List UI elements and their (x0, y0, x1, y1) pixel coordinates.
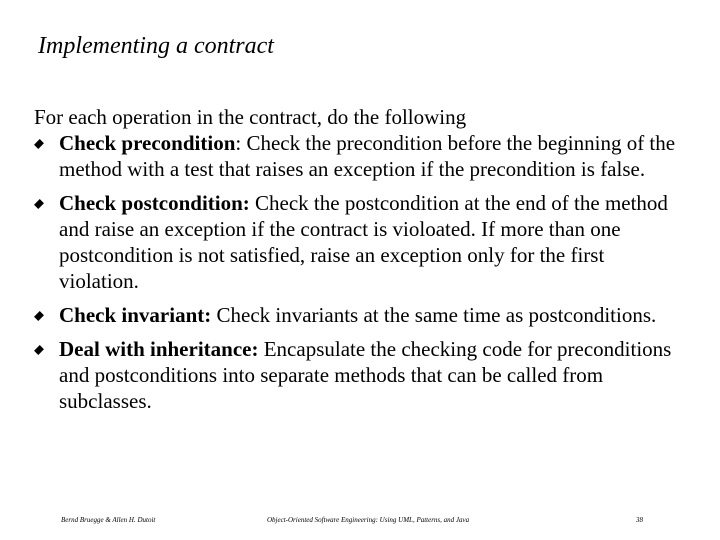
bullet-lead: Check precondition (59, 131, 236, 155)
bullet-list (34, 130, 684, 414)
diamond-bullet-icon (34, 199, 44, 209)
diamond-bullet-icon (34, 311, 44, 321)
footer-book-title: Object-Oriented Software Engineering: Using UML, Patterns, and Java (267, 516, 470, 524)
bullet-text: : Check the precondition before the beginning of the method with a test that raises an exception if the precondition is false. (59, 131, 676, 181)
bullet-text: Check the postcondition at the end of the method and raise an exception if the contract is violoated. If more than one postcondition is not satisfied, raise an exception only for the first violation. (59, 191, 668, 293)
bullet-text: Check invariants at the same time as postconditions. (211, 303, 657, 327)
intro-text: For each operation in the contract, do the following (34, 105, 467, 129)
bullet-item-postcondition (34, 190, 684, 294)
bullet-item-inheritance (34, 336, 684, 414)
bullet-lead: Check invariant: (59, 303, 212, 327)
footer-page-number: 38 (636, 516, 643, 524)
bullet-lead: Check postcondition: (59, 191, 250, 215)
bullet-item-precondition (34, 130, 684, 182)
diamond-bullet-icon (34, 345, 44, 355)
bullet-lead: Deal with inheritance: (59, 337, 259, 361)
diamond-bullet-icon (34, 139, 44, 149)
bullet-text: Encapsulate the checking code for preconditions and postconditions into separate methods that can be called from subclasses. (59, 337, 672, 413)
slide-body (34, 104, 684, 414)
bullet-item-invariant (34, 302, 684, 328)
slide-title: Implementing a contract (38, 33, 274, 59)
footer-authors: Bernd Bruegge & Allen H. Dutoit (61, 516, 156, 524)
